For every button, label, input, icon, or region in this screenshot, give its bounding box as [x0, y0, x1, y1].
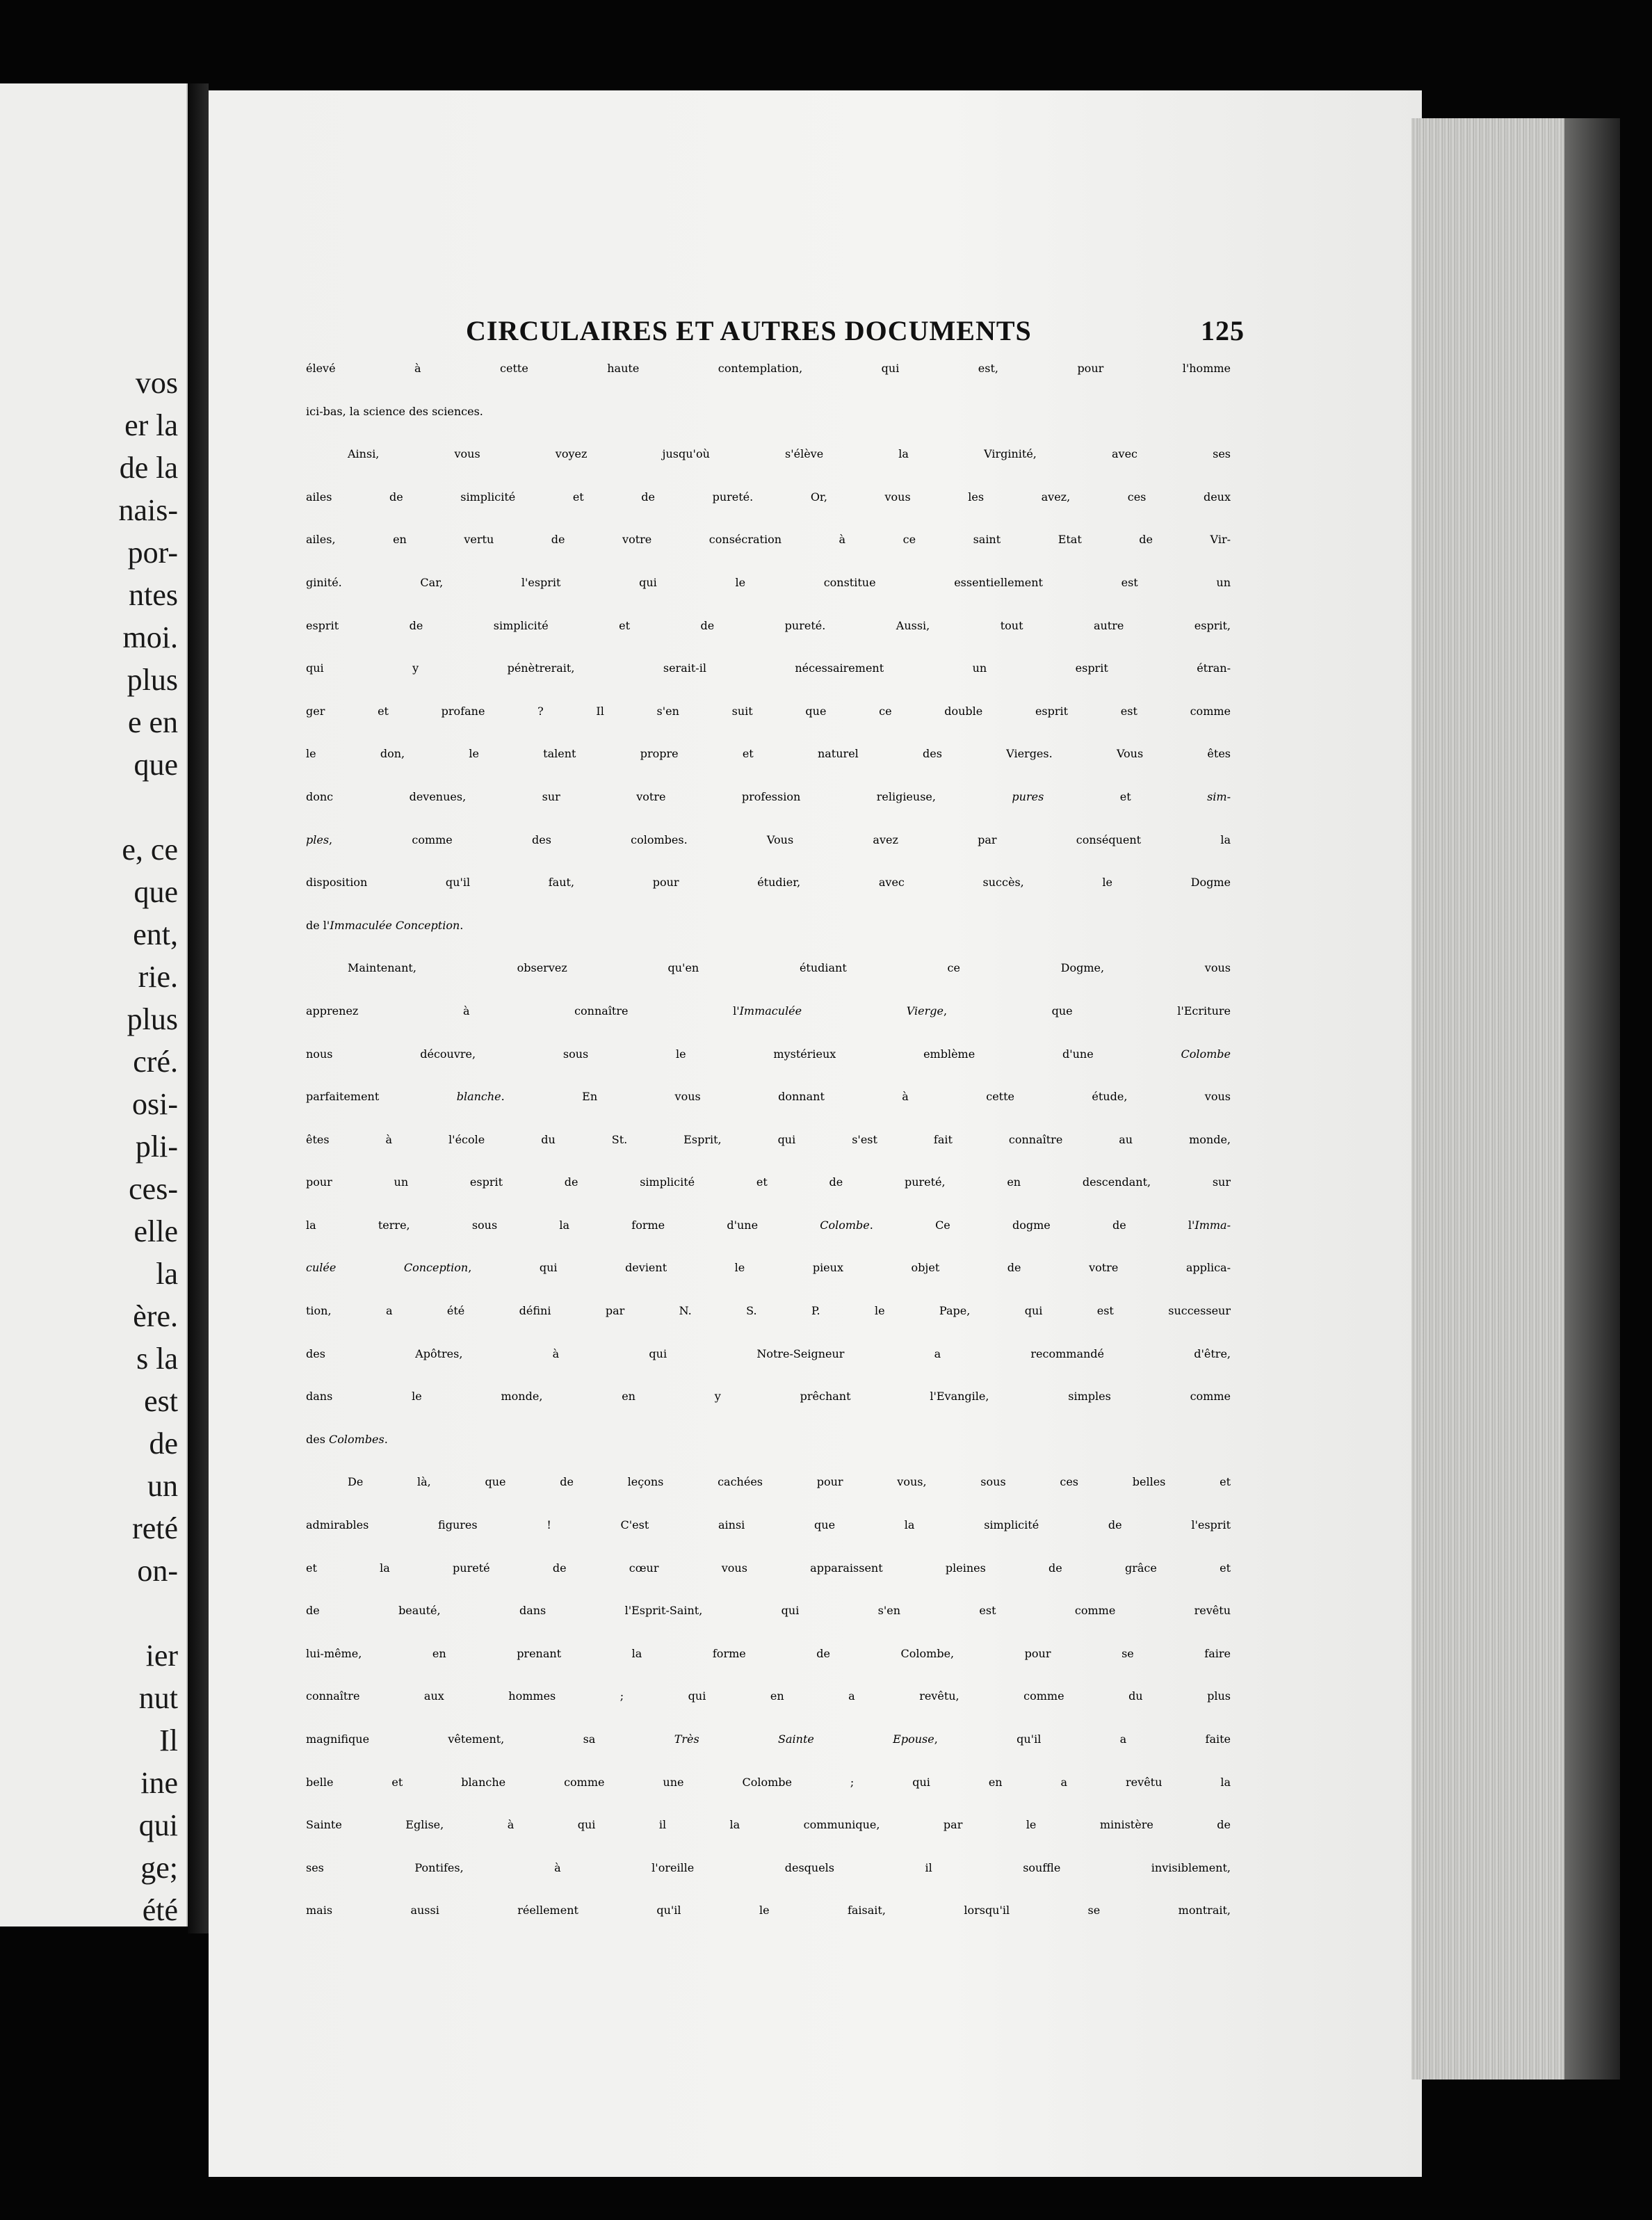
text-run: lui-même, en prenant la forme de Colombe, pour se faire: [306, 1646, 1231, 1660]
italic-run: sim-: [1207, 789, 1231, 803]
left-page-fragment: un: [147, 1469, 178, 1503]
left-page-fragment: er la: [124, 408, 178, 442]
text-line: [306, 1304, 1231, 1347]
italic-run: culée Conception: [306, 1261, 469, 1275]
text-run: esprit de simplicité et de pureté. Aussi, tout autre esprit,: [306, 618, 1231, 632]
italic-run: Colombe: [1181, 1047, 1231, 1061]
text-run: êtes à l'école du St. Esprit, qui s'est fait connaître au monde,: [306, 1132, 1231, 1146]
italic-run: Immaculée Conception: [330, 918, 460, 932]
text-line: [306, 833, 1231, 876]
text-run: pour un esprit de simplicité et de pureté, en descendant, sur: [306, 1175, 1231, 1189]
text-line: [306, 1518, 1231, 1561]
left-page-fragment: ère.: [133, 1299, 178, 1333]
left-page-fragment: que: [133, 748, 178, 782]
text-line: [306, 1218, 1231, 1262]
text-run: mais aussi réellement qu'il le faisait, lorsqu'il se montrait,: [306, 1904, 1231, 1917]
left-page-fragment: Il: [159, 1723, 178, 1758]
facing-page-left: [0, 83, 192, 1927]
left-page-fragment: été: [142, 1893, 178, 1927]
text-line: [306, 1433, 1231, 1476]
text-line: [306, 661, 1231, 705]
text-line: [306, 705, 1231, 748]
text-run: disposition qu'il faut, pour étudier, avec succès, le Dogme: [306, 876, 1231, 890]
text-line: [306, 1475, 1231, 1518]
page-number: 125: [1201, 315, 1245, 346]
left-page-fragment: moi.: [122, 620, 178, 654]
book-gutter: [188, 83, 209, 1933]
text-line: [306, 1347, 1231, 1390]
left-page-fragment: qui: [138, 1808, 178, 1842]
text-run: ginité. Car, l'esprit qui le constitue essentiellement est un: [306, 575, 1231, 589]
text-line: [306, 876, 1231, 919]
text-run: de l': [306, 918, 330, 932]
left-page-fragment: la: [156, 1257, 178, 1291]
text-line: [306, 1561, 1231, 1604]
left-page-fragment: osi-: [132, 1087, 178, 1121]
text-run: nous découvre, sous le mystérieux emblème d'une: [306, 1047, 1181, 1061]
text-run: et la pureté de cœur vous apparaissent pleines de grâce et: [306, 1561, 1231, 1575]
text-line: [306, 533, 1231, 576]
text-line: [306, 790, 1231, 833]
left-page-fragment: de la: [119, 451, 178, 485]
left-page-fragment: s la: [136, 1342, 178, 1376]
text-line: [306, 919, 1231, 962]
italic-run: Colombes: [329, 1432, 384, 1446]
text-line: [306, 447, 1231, 490]
italic-run: Imma-: [1195, 1218, 1231, 1232]
text-run: des Apôtres, à qui Notre-Seigneur a recommandé d'être,: [306, 1346, 1231, 1360]
text-line: [306, 490, 1231, 533]
left-page-fragment: est: [144, 1384, 178, 1418]
left-page-fragment: de: [149, 1426, 178, 1461]
text-run: dans le monde, en y prêchant l'Evangile, simples comme: [306, 1390, 1231, 1403]
italic-run: Immaculée Vierge: [739, 1004, 944, 1018]
page-edges: [1411, 118, 1571, 2080]
italic-run: blanche: [456, 1090, 501, 1104]
facing-page-text-fragments: [118, 362, 178, 1927]
text-run: belle et blanche comme une Colombe ; qui en a revêtu la: [306, 1775, 1231, 1789]
text-run: Maintenant, observez qu'en étudiant ce Dogme, vous: [348, 961, 1231, 975]
text-run: Ainsi, vous voyez jusqu'où s'élève la Virginité, avec ses: [348, 447, 1231, 461]
left-page-fragment: e en: [127, 705, 178, 739]
text-run: des: [306, 1432, 330, 1446]
text-line: [306, 1175, 1231, 1218]
left-page-fragment: ge;: [140, 1851, 178, 1885]
text-run: Sainte Eglise, à qui il la communique, par le ministère de: [306, 1818, 1231, 1832]
text-run: élevé à cette haute contemplation, qui est, pour l'homme: [306, 362, 1231, 375]
left-page-fragment: por-: [127, 536, 178, 570]
left-page-fragment: cré.: [133, 1045, 178, 1079]
text-run: , comme des colombes. Vous avez par conséquent la: [329, 832, 1231, 846]
text-run: .: [384, 1432, 388, 1446]
text-line: [306, 1647, 1231, 1690]
text-run: .: [460, 918, 464, 932]
text-run: , qui devient le pieux objet de votre applica-: [468, 1261, 1231, 1275]
text-line: [306, 1133, 1231, 1176]
running-title: CIRCULAIRES ET AUTRES DOCUMENTS: [466, 315, 1032, 346]
text-line: [306, 1004, 1231, 1047]
text-run: magnifique vêtement, sa: [306, 1732, 674, 1746]
italic-run: Très Sainte Epouse: [674, 1732, 934, 1746]
text-line: [306, 1776, 1231, 1819]
left-page-fragment: plus: [127, 1002, 178, 1036]
italic-run: ples: [306, 832, 330, 846]
text-run: . Ce dogme de l': [869, 1218, 1195, 1232]
text-line: [306, 1904, 1231, 1947]
text-run: ger et profane ? Il s'en suit que ce double esprit est comme: [306, 704, 1231, 718]
left-page-fragment: ntes: [129, 578, 178, 612]
text-run: De là, que de leçons cachées pour vous, sous ces belles et: [348, 1475, 1231, 1489]
text-run: et: [1044, 789, 1208, 803]
text-run: ailes de simplicité et de pureté. Or, vous les avez, ces deux: [306, 490, 1231, 504]
text-run: , qu'il a faite: [934, 1732, 1231, 1746]
left-page-fragment: elle: [133, 1214, 178, 1248]
text-run: qui y pénètrerait, serait-il nécessairement un esprit étran-: [306, 661, 1231, 675]
text-line: [306, 747, 1231, 790]
text-line: [306, 576, 1231, 619]
left-page-fragment: ent,: [133, 917, 178, 951]
left-page-fragment: nais-: [118, 493, 178, 527]
page-body-text: [306, 362, 1231, 1947]
book-cover-edge: [1564, 118, 1620, 2080]
text-line: [306, 1818, 1231, 1861]
text-run: la terre, sous la forme d'une: [306, 1218, 820, 1232]
text-run: apprenez à connaître l': [306, 1004, 740, 1018]
left-page-fragment: e, ce: [122, 832, 178, 867]
text-line: [306, 619, 1231, 662]
text-line: [306, 1090, 1231, 1133]
text-line: [306, 1861, 1231, 1904]
left-page-fragment: ier: [145, 1639, 178, 1673]
left-page-fragment: que: [133, 875, 178, 909]
text-line: [306, 362, 1231, 405]
text-run: ailes, en vertu de votre consécration à ce saint Etat de Vir-: [306, 533, 1231, 547]
left-page-fragment: plus: [127, 663, 178, 697]
text-run: de beauté, dans l'Esprit-Saint, qui s'en est comme revêtu: [306, 1604, 1231, 1618]
text-line: [306, 1689, 1231, 1732]
text-run: admirables figures ! C'est ainsi que la simplicité de l'esprit: [306, 1518, 1231, 1532]
text-run: donc devenues, sur votre profession religieuse,: [306, 789, 1012, 803]
text-run: le don, le talent propre et naturel des Vierges. Vous êtes: [306, 747, 1231, 761]
left-page-fragment: rie.: [138, 960, 178, 994]
text-line: [306, 961, 1231, 1004]
left-page-fragment: ine: [140, 1766, 178, 1800]
left-page-fragment: pli-: [135, 1129, 178, 1164]
text-run: ici-bas, la science des sciences.: [306, 404, 483, 418]
italic-run: pures: [1012, 789, 1044, 803]
text-line: [306, 1261, 1231, 1304]
text-run: , que l'Ecriture: [943, 1004, 1231, 1018]
text-line: [306, 1732, 1231, 1776]
text-line: [306, 1390, 1231, 1433]
left-page-fragment: reté: [132, 1511, 178, 1545]
text-line: [306, 1604, 1231, 1647]
left-page-fragment: nut: [138, 1681, 178, 1715]
left-page-fragment: ces-: [129, 1172, 178, 1206]
text-run: tion, a été défini par N. S. P. le Pape, qui est successeur: [306, 1304, 1231, 1318]
left-page-fragment: [118, 786, 178, 828]
left-page-fragment: [118, 1592, 178, 1634]
text-line: [306, 1047, 1231, 1091]
text-run: parfaitement: [306, 1090, 457, 1104]
text-run: connaître aux hommes ; qui en a revêtu, comme du plus: [306, 1689, 1231, 1703]
left-page-fragment: on-: [137, 1554, 178, 1588]
left-page-fragment: vos: [135, 366, 178, 400]
text-run: . En vous donnant à cette étude, vous: [501, 1090, 1231, 1104]
italic-run: Colombe: [820, 1218, 870, 1232]
text-line: [306, 405, 1231, 448]
text-run: ses Pontifes, à l'oreille desquels il souffle invisiblement,: [306, 1860, 1231, 1874]
